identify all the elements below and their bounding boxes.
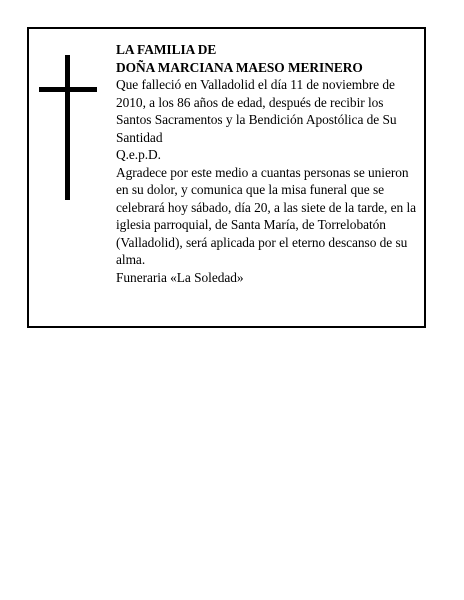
death-paragraph: Que falleció en Valladolid el día 11 de noviembre de 2010, a los 86 años de edad, después de recibir los Santos Sacramentos y la Bendición Apostólica de Su Santidad: [116, 77, 397, 145]
deceased-name: DOÑA MARCIANA MAESO MERINERO: [116, 59, 363, 75]
cross-vertical-bar: [65, 55, 70, 200]
thanks-paragraph: Agradece por este medio a cuantas personas se unieron en su dolor, y comunica que la misa funeral que se celebrará hoy sábado, día 20, a las siete de la tarde, en la iglesia parroquial, de Santa María, de Torrelobatón (Valladolid), será aplicada por el eterno descanso de su alma.: [116, 164, 417, 267]
death-notice: [27, 27, 426, 328]
funeral-home: Funeraria «La Soledad»: [116, 269, 244, 285]
cross-horizontal-bar: [39, 87, 97, 92]
family-heading: LA FAMILIA DE: [116, 42, 217, 57]
cross-icon: [39, 55, 97, 200]
notice-text: [116, 41, 416, 286]
qepd-text: Q.e.p.D.: [116, 147, 161, 162]
